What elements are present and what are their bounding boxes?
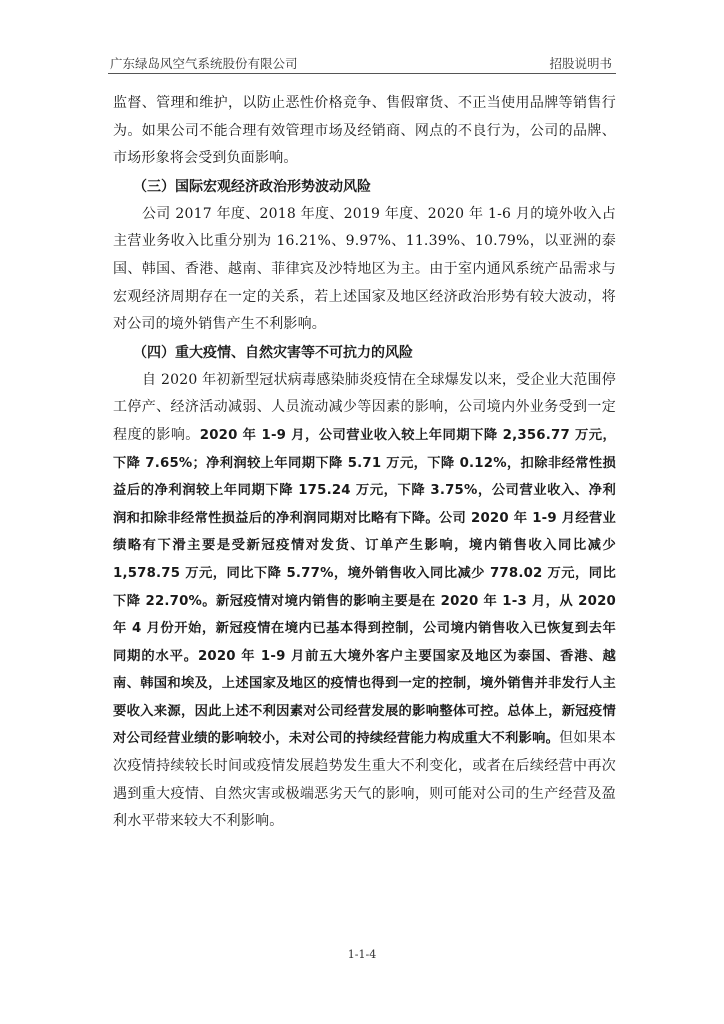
paragraph-macro-risk: 公司 2017 年度、2018 年度、2019 年度、2020 年 1-6 月的境外收入占主营业务收入比重分别为 16.21%、9.97%、11.39%、10.79%，以亚洲的泰国、韩国、香港、越南、菲律宾及沙特地区为主。由于室内通风系统产品需求与宏观经济周期存在一定的关系，若上述国家及地区经济政治形势有较大波动，将对公司的境外销售产生不利影响。	[113, 205, 616, 333]
page-body	[113, 90, 616, 836]
force-majeure-outlook: 但如果本次疫情持续较长时间或疫情发展趋势发生重大不利变化，或者在后续经营中再次遇到重大疫情、自然灾害或极端恶劣天气的影响，则可能对公司的生产经营及盈利水平带来较大不利影响。	[113, 730, 616, 830]
paragraph-sales-management: 监督、管理和维护，以防止恶性价格竞争、售假窜货、不正当使用品牌等销售行为。如果公司不能合理有效管理市场及经销商、网点的不良行为，公司的品牌、市场形象将会受到负面影响。	[113, 95, 616, 167]
force-majeure-performance-bold: 2020 年 1-9 月，公司营业收入较上年同期下降 2,356.77 万元，下降 7.65%；净利润较上年同期下降 5.71 万元，下降 0.12%，扣除非经常性损益后的净利润较上年同期下降 175.24 万元，下降 3.75%，公司营业收入、净利润和扣除非经常性损益后的净利润同期对比略有下降。公司 2020 年 1-9 月经营业绩略有下滑主要是受新冠疫情对发货、订单产生影响，境内销售收入同比减少 1,578.75 万元，同比下降 5.77%，境外销售收入同比减少 778.02 万元，同比下降 22.70%。新冠疫情对境内销售的影响主要是在 2020 年 1-3 月，从 2020 年 4 月份开始，新冠疫情在境内已基本得到控制，公司境内销售收入已恢复到去年同期的水平。2020 年 1-9 月前五大境外客户主要国家及地区为泰国、香港、越南、韩国和埃及，上述国家及地区的疫情也得到一定的控制，境外销售并非发行人主要收入来源，因此上述不利因素对公司经营发展的影响整体可控。总体上，新冠疫情对公司经营业绩的影响较小，未对公司的持续经营能力构成重大不利影响。	[113, 427, 616, 747]
header-divider	[108, 73, 616, 74]
force-majeure-intro: 自 2020 年初新型冠状病毒感染肺炎疫情在全球爆发以来，受企业大范围停工停产、经济活动减弱、人员流动减少等因素的影响，公司境内外业务受到一定程度的影响。	[113, 371, 616, 443]
section-heading-force-majeure: （四）重大疫情、自然灾害等不可抗力的风险	[133, 344, 413, 361]
section-heading-macro-risk: （三）国际宏观经济政治形势波动风险	[133, 178, 371, 195]
company-name: 广东绿岛风空气系统股份有限公司	[110, 56, 298, 71]
page-number: 1-1-4	[347, 948, 377, 961]
document-type: 招股说明书	[549, 56, 612, 71]
page-header	[108, 54, 616, 74]
paragraph-force-majeure	[113, 367, 616, 836]
